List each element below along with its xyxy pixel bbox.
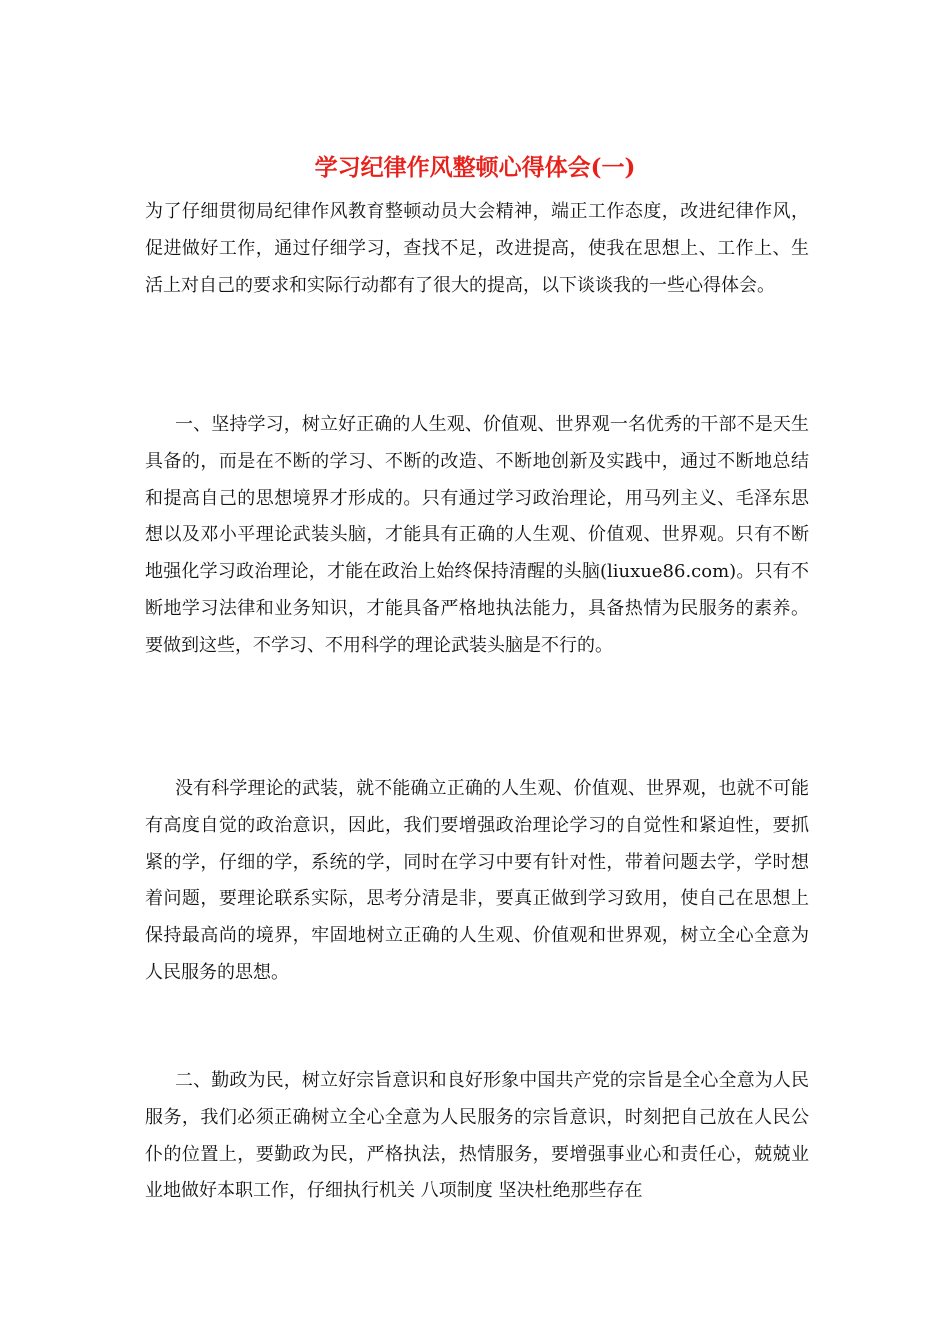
- paragraph-intro: 为了仔细贯彻局纪律作风教育整顿动员大会精神，端正工作态度，改进纪律作风，促进做好工作，通过仔细学习，查找不足，改进提高，使我在思想上、工作上、生活上对自己的要求和实际行动都有了很大的提高，以下谈谈我的一些心得体会。: [145, 201, 809, 296]
- paragraph-theory-study: 没有科学理论的武装，就不能确立正确的人生观、价值观、世界观，也就不可能有高度自觉的政治意识，因此，我们要增强政治理论学习的自觉性和紧迫性，要抓紧的学，仔细的学，系统的学，同时在学习中要有针对性，带着问题去学，学时想着问题，要理论联系实际，思考分清是非，要真正做到学习致用，使自己在思想上保持最高尚的境界，牢固地树立正确的人生观、价值观和世界观，树立全心全意为人民服务的思想。: [145, 778, 809, 983]
- paragraph-section-one: 一、坚持学习，树立好正确的人生观、价值观、世界观一名优秀的干部不是天生具备的，而是在不断的学习、不断的改造、不断地创新及实践中，通过不断地总结和提高自己的思想境界才形成的。只有通过学习政治理论，用马列主义、毛泽东思想以及邓小平理论武装头脑，才能具有正确的人生观、价值观、世界观。只有不断地强化学习政治理论，才能在政治上始终保持清醒的头脑(liuxue86.com)。只有不断地学习法律和业务知识，才能具备严格地执法能力，具备热情为民服务的素养。要做到这些，不学习、不用科学的理论武装头脑是不行的。: [145, 414, 809, 656]
- paragraph-section-two: 二、勤政为民，树立好宗旨意识和良好形象中国共产党的宗旨是全心全意为人民服务，我们必须正确树立全心全意为人民服务的宗旨意识，时刻把自己放在人民公仆的位置上，要勤政为民，严格执法，热情服务，要增强事业心和责任心，兢兢业业地做好本职工作，仔细执行机关 八项制度 坚决杜绝那些存在: [145, 1070, 809, 1202]
- document-title: 学习纪律作风整顿心得体会(一): [314, 154, 636, 181]
